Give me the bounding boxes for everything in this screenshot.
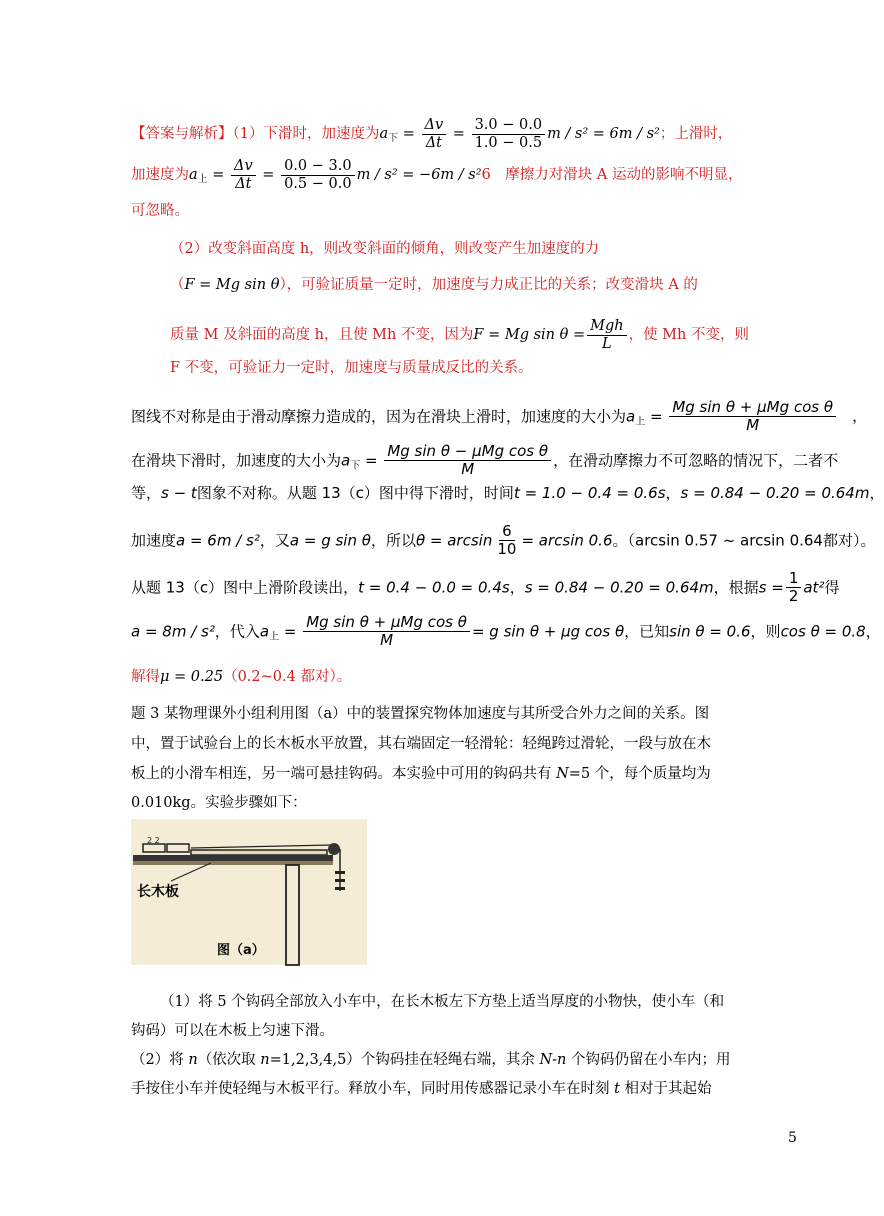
answer-heading: 【答案与解析】 bbox=[131, 126, 233, 143]
answer-line-7: F 不变，可验证力一定时，加速度与质量成反比的关系。 bbox=[170, 360, 533, 376]
fraction: Mg sin θ + μMg cos θ M bbox=[303, 614, 470, 650]
fraction: $\frac{6}{10}$ bbox=[497, 522, 517, 559]
fraction: Mg sin θ − μMg cos θ M bbox=[384, 443, 551, 479]
board-label: 长木板 bbox=[137, 884, 179, 900]
figure-apparatus bbox=[131, 819, 367, 965]
answer-line-5: （F = Mg sin θ），可验证质量一定时，加速度与力成正比的关系；改变滑块 A 的 bbox=[170, 277, 698, 293]
fraction: $\frac{1}{2}$ bbox=[786, 570, 802, 606]
explain-line-2: 在滑块下滑时，加速度的大小为$a_下$ = Mg sin θ − μMg cos θ M ，在滑动摩擦力不可忽略的情况下，二者不 bbox=[131, 442, 839, 479]
answer-line-2: 加速度为$a_上$ = $\frac{\Delta v}{\Delta t}$ = $\frac{0.0 - 3.0}{0.5 - 0.0}$ m / s² = −6m / s²6 摩擦力对滑块 A 运动的影响不明显， bbox=[131, 158, 743, 192]
result-line: 解得μ = 0.25（0.2~0.4 都对）。 bbox=[131, 669, 352, 685]
answer-line-1: 【答案与解析】（1）下滑时，加速度为$a_下$ = $\frac{\Delta v}{\Delta t}$ = $\frac{3.0 - 0.0}{1.0 - 0.5}$ m / s² = 6m / s²；上滑时， bbox=[131, 117, 733, 151]
fraction: $\frac{\Delta v}{\Delta t}$ bbox=[422, 117, 447, 151]
problem-line-3: 板上的小滑车相连，另一端可悬挂钩码。本实验中可用的钩码共有 N=5 个，每个质量均为 bbox=[131, 766, 711, 782]
problem-line-1: 题 3 某物理课外小组利用图（a）中的装置探究物体加速度与其所受合外力之间的关系。图 bbox=[131, 706, 710, 722]
figure-caption: 图（a） bbox=[217, 943, 265, 958]
fraction: $\frac{3.0 - 0.0}{1.0 - 0.5}$ bbox=[472, 117, 546, 151]
explain-line-1: 图线不对称是由于滑动摩擦力造成的，因为在滑块上滑时，加速度的大小为$a_上$ = Mg sin θ + μMg cos θ M ， bbox=[131, 398, 868, 435]
step-2-line-1: （2）将 n（依次取 n=1,2,3,4,5）个钩码挂在轻绳右端，其余 N-n 个钩码仍留在小车内；用 bbox=[131, 1052, 731, 1068]
explain-line-4: 加速度a = 6m / s²，又a = g sin θ，所以θ = arcsin $\frac{6}{10}$ = arcsin 0.6。（arcsin 0.57 ~ arcsin 0.64都对）。 bbox=[131, 522, 876, 559]
fraction: $\frac{\Delta v}{\Delta t}$ bbox=[231, 158, 256, 192]
fraction: Mg sin θ + μMg cos θ M bbox=[669, 399, 836, 435]
problem-line-4: 0.010kg。实验步骤如下： bbox=[131, 795, 307, 811]
explain-line-6: a = 8m / s²，代入$a_上$ = Mg sin θ + μMg cos θ M = g sin θ + μg cos θ，已知sin θ = 0.6，则cos θ = 0.8， bbox=[131, 613, 881, 650]
problem-line-2: 中，置于试验台上的长木板水平放置，其右端固定一轻滑轮：轻绳跨过滑轮，一段与放在木 bbox=[131, 736, 711, 752]
answer-line-4: （2）改变斜面高度 h，则改变斜面的倾角，则改变产生加速度的力 bbox=[170, 241, 600, 257]
page-number: 5 bbox=[788, 1130, 797, 1146]
explain-line-5: 从题 13（c）图中上滑阶段读出，t = 0.4 − 0.0 = 0.4s，s = 0.84 − 0.20 = 0.64m，根据s = $\frac{1}{2}$ at²得 bbox=[131, 569, 840, 606]
step-1-line-1: （1）将 5 个钩码全部放入小车中，在长木板左下方垫上适当厚度的小物快，使小车（和 bbox=[160, 994, 725, 1010]
step-1-line-2: 钩码）可以在木板上匀速下滑。 bbox=[131, 1023, 334, 1039]
explain-line-3: 等，s − t图象不对称。从题 13（c）图中得下滑时，时间t = 1.0 − 0.4 = 0.6s，s = 0.84 − 0.20 = 0.64m， bbox=[131, 484, 884, 502]
answer-line-3: 可忽略。 bbox=[131, 203, 189, 219]
step-2-line-2: 手按住小车并使轻绳与木板平行。释放小车，同时用传感器记录小车在时刻 t 相对于其起始 bbox=[131, 1081, 712, 1097]
svg-text:2 2: 2 2 bbox=[147, 836, 160, 845]
fraction: $\frac{0.0 - 3.0}{0.5 - 0.0}$ bbox=[281, 158, 355, 192]
answer-line-6: 质量 M 及斜面的高度 h，且使 Mh 不变，因为F = Mg sin θ = Mgh L ，使 Mh 不变，则 bbox=[170, 318, 749, 352]
fraction: Mgh L bbox=[587, 318, 626, 352]
